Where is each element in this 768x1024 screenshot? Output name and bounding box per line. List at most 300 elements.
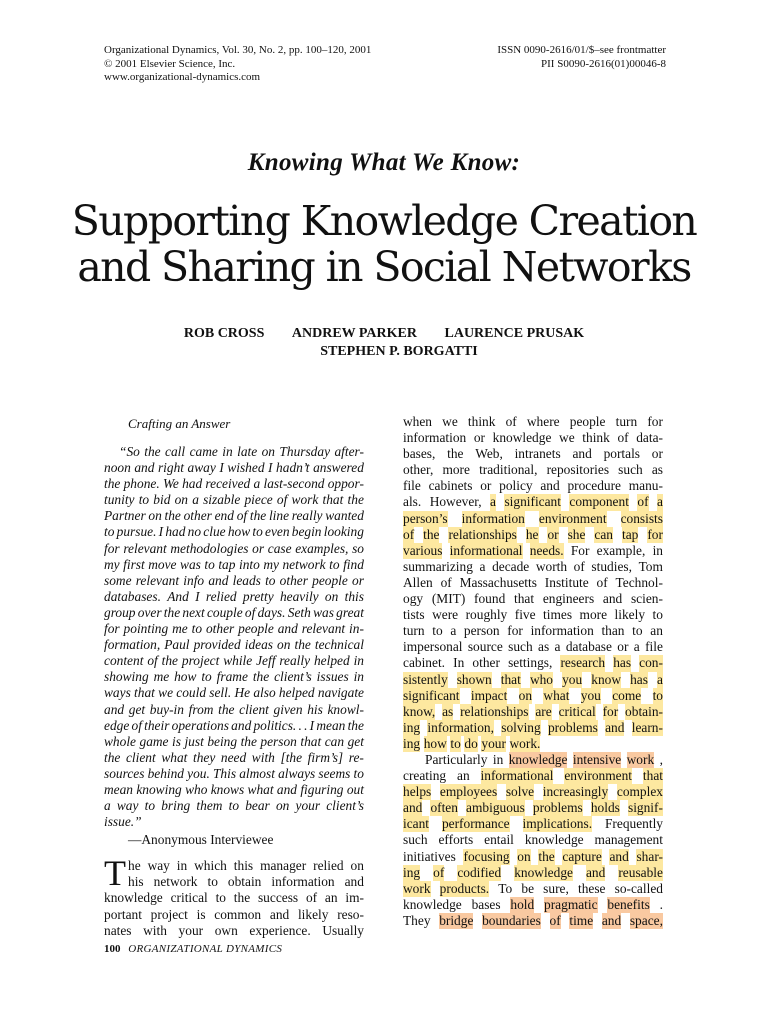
- word: knows: [210, 781, 245, 797]
- word: helped: [278, 685, 315, 701]
- word: information: [530, 623, 594, 639]
- word: boundaries: [482, 912, 541, 928]
- word: given: [273, 701, 303, 717]
- word: obtain-: [625, 703, 663, 719]
- word: roughly: [465, 607, 508, 623]
- word: ideas: [244, 637, 273, 653]
- word: and: [540, 478, 560, 494]
- word: after-: [334, 444, 364, 459]
- word: summarizing: [403, 558, 473, 574]
- word: that: [322, 492, 344, 508]
- word: his: [128, 874, 144, 890]
- word: couple: [206, 604, 243, 620]
- word: people: [238, 621, 274, 637]
- author-list: [0, 325, 768, 361]
- word: had: [182, 476, 203, 492]
- word: know,: [403, 703, 436, 719]
- title-line-2: and Sharing in Social Networks: [77, 243, 691, 291]
- word: work: [403, 880, 431, 896]
- word: had: [165, 524, 186, 540]
- word: think: [467, 414, 496, 429]
- word: turn: [615, 414, 638, 429]
- text-line: [403, 897, 663, 913]
- word: need: [220, 749, 247, 765]
- word: In: [453, 655, 465, 671]
- word: an: [650, 623, 663, 639]
- word: work: [626, 751, 655, 767]
- word: so: [352, 540, 364, 556]
- word: management: [594, 832, 663, 848]
- word: people: [569, 414, 606, 429]
- word: bring: [161, 798, 191, 814]
- word: which: [194, 858, 227, 874]
- word: obtain: [227, 874, 262, 890]
- word: I: [158, 524, 164, 540]
- word: sources: [104, 765, 145, 781]
- word: engineers: [542, 591, 595, 607]
- word: an: [457, 768, 470, 784]
- word: and: [344, 874, 364, 890]
- interview-quote: [104, 444, 364, 830]
- word: where: [526, 414, 560, 429]
- word: a: [253, 476, 261, 492]
- word: examples,: [295, 540, 349, 556]
- text-line: [104, 653, 364, 669]
- word: has: [613, 655, 632, 671]
- word: impact: [470, 687, 508, 703]
- word: for: [104, 540, 120, 556]
- word: [the: [280, 749, 303, 765]
- word: knowledge: [508, 751, 568, 767]
- word: This: [212, 765, 237, 781]
- text-line: [403, 511, 663, 527]
- word: on: [350, 858, 364, 874]
- text-line: [403, 672, 663, 688]
- word: consists: [620, 510, 663, 526]
- word: information: [403, 430, 467, 446]
- text-line: [104, 621, 364, 637]
- word: really: [279, 653, 311, 669]
- word: I: [195, 588, 200, 604]
- word: late: [237, 444, 258, 459]
- quote-attribution: —Anonymous Interviewee: [128, 832, 274, 848]
- word: codified: [457, 864, 502, 880]
- word: bid: [153, 492, 171, 508]
- word: relied: [205, 588, 237, 604]
- word: the: [538, 848, 555, 864]
- word: be: [521, 880, 535, 896]
- word: game: [139, 733, 169, 749]
- word: your: [295, 798, 321, 814]
- word: turn: [403, 623, 425, 639]
- word: pointing: [123, 621, 169, 637]
- text-line: [104, 476, 364, 492]
- word: solve: [505, 784, 535, 800]
- word: behind: [147, 765, 185, 781]
- word: success: [257, 890, 299, 906]
- word: what: [247, 781, 274, 797]
- word: source: [467, 639, 503, 655]
- word: of: [147, 653, 158, 669]
- word: complex: [616, 784, 663, 800]
- word: such: [618, 462, 643, 478]
- word: efforts: [438, 832, 474, 848]
- word: bases: [471, 896, 501, 912]
- word: other,: [403, 462, 434, 478]
- word: learn-: [631, 719, 663, 735]
- word: with: [251, 749, 275, 765]
- word: more: [579, 607, 608, 623]
- word: came: [189, 444, 218, 459]
- article-subtitle: Knowing What We Know:: [247, 149, 521, 176]
- word: find: [343, 556, 364, 572]
- word: on: [174, 492, 188, 508]
- text-line: [104, 557, 364, 573]
- word: move: [148, 556, 177, 572]
- text-line: [403, 607, 663, 623]
- word: manager: [260, 858, 307, 874]
- word: what: [161, 749, 188, 765]
- word: Usually: [322, 922, 364, 938]
- word: even: [265, 524, 290, 540]
- word: relevant: [135, 572, 180, 588]
- word: and: [104, 701, 125, 717]
- text-line: [104, 685, 364, 701]
- word: For: [570, 542, 590, 558]
- word: Particularly: [425, 751, 488, 767]
- word: firm’s]: [307, 749, 344, 765]
- word: Web,: [475, 446, 503, 462]
- word: I: [309, 717, 315, 733]
- word: portals: [603, 446, 641, 462]
- word: Jeff: [256, 653, 276, 669]
- word: and: [605, 719, 625, 735]
- word: these: [577, 880, 606, 896]
- word: other: [205, 621, 235, 637]
- word: problems: [547, 719, 598, 735]
- word: has: [630, 671, 648, 687]
- word: of: [433, 864, 445, 880]
- text-line: [403, 623, 663, 639]
- word: a: [656, 494, 663, 510]
- word: performance: [441, 816, 510, 832]
- word: of: [637, 494, 649, 510]
- word: call: [165, 444, 186, 459]
- text-line: [104, 766, 364, 782]
- word: studies,: [591, 558, 632, 574]
- word: other: [472, 655, 500, 671]
- word: get: [128, 701, 146, 717]
- word: intranets: [514, 446, 561, 462]
- text-line: [403, 688, 663, 704]
- word: case: [267, 540, 292, 556]
- word: the: [104, 749, 121, 765]
- text-line: [104, 814, 364, 830]
- word: the: [447, 446, 464, 462]
- text-line: [104, 750, 364, 766]
- word: can: [324, 733, 345, 749]
- word: significant: [403, 687, 460, 703]
- word: a: [192, 492, 199, 508]
- word: traditional,: [479, 462, 538, 478]
- word: shown: [456, 671, 492, 687]
- word: mean: [316, 717, 346, 733]
- word: on: [517, 848, 531, 864]
- text-line: [403, 655, 663, 671]
- word: tap: [621, 526, 639, 542]
- word: or: [651, 446, 663, 462]
- word: in: [353, 669, 364, 685]
- text-line: [403, 736, 663, 752]
- word: hold: [510, 896, 535, 912]
- word: impersonal: [403, 639, 463, 655]
- word: for: [647, 414, 663, 429]
- word: we: [559, 430, 575, 446]
- word: my: [263, 556, 279, 572]
- word: other: [183, 508, 212, 524]
- word: times: [543, 607, 573, 623]
- word: re-: [348, 749, 364, 765]
- text-line: [403, 816, 663, 832]
- word: five: [514, 607, 536, 623]
- word: sell.: [209, 685, 232, 701]
- word: of: [236, 508, 248, 524]
- word: to: [144, 798, 156, 814]
- word: she: [567, 526, 586, 542]
- text-line: [403, 720, 663, 736]
- word: helps: [403, 784, 432, 800]
- word: on: [275, 798, 290, 814]
- word: noon: [104, 460, 131, 476]
- word: phone.: [123, 476, 160, 492]
- word: really: [291, 508, 323, 524]
- word: cabinet.: [403, 655, 446, 671]
- word: person: [463, 623, 500, 639]
- word: creating: [403, 768, 447, 784]
- word: me: [172, 621, 188, 637]
- word: to: [450, 735, 461, 751]
- word: as: [651, 462, 663, 478]
- text-line: [403, 559, 663, 575]
- word: other: [279, 572, 308, 588]
- word: Allen: [403, 574, 433, 590]
- word: of: [244, 604, 256, 620]
- word: and: [208, 572, 229, 588]
- word: person’s: [403, 510, 448, 526]
- word: your: [481, 735, 506, 751]
- word: solving: [501, 719, 541, 735]
- word: or: [352, 572, 364, 588]
- text-line: [403, 752, 663, 768]
- word: to: [138, 492, 150, 508]
- text-line: [403, 800, 663, 816]
- text-line: [104, 874, 364, 890]
- word: often: [430, 800, 458, 816]
- word: issue.”: [104, 814, 142, 830]
- word: significant: [504, 494, 561, 510]
- word: seems: [318, 765, 351, 781]
- word: in: [492, 751, 504, 767]
- word: to: [228, 798, 240, 814]
- word: implications.: [522, 816, 593, 832]
- word: work.: [509, 735, 541, 751]
- word: space,: [629, 912, 663, 928]
- word: as: [442, 703, 454, 719]
- word: an: [324, 890, 338, 906]
- word: who: [185, 781, 208, 797]
- word: likely: [614, 607, 646, 623]
- word: a: [479, 558, 486, 574]
- word: bear: [245, 798, 270, 814]
- word: this: [344, 588, 364, 604]
- text-line: [403, 865, 663, 881]
- text-line: [403, 575, 663, 591]
- pii-line: PII S0090-2616(01)00046-8: [541, 57, 666, 70]
- word: info: [183, 572, 205, 588]
- word: of: [305, 890, 318, 906]
- issn-block: [497, 44, 666, 71]
- word: decade: [492, 558, 530, 574]
- word: knowl-: [327, 701, 364, 717]
- word: what: [543, 687, 570, 703]
- word: for: [507, 623, 523, 639]
- text-line: [104, 858, 364, 874]
- word: you: [562, 671, 583, 687]
- word: operations: [171, 717, 229, 733]
- word: environment: [564, 768, 633, 784]
- word: right: [157, 460, 184, 476]
- text-line: [403, 543, 663, 559]
- word: as: [538, 639, 550, 655]
- right-column: [403, 414, 663, 929]
- word: oppor-: [327, 476, 364, 492]
- word: can: [594, 526, 614, 542]
- word: problems: [532, 800, 583, 816]
- word: I: [268, 460, 273, 476]
- word: a: [554, 639, 561, 655]
- word: their: [144, 717, 170, 733]
- word: procedure: [567, 478, 621, 494]
- word: buy-in: [149, 701, 184, 717]
- word: that: [134, 685, 155, 701]
- word: ambiguous: [466, 800, 525, 816]
- text-line: [104, 734, 364, 750]
- word: the: [163, 604, 181, 620]
- word: database: [565, 639, 612, 655]
- text-line: [403, 446, 663, 462]
- word: for: [602, 703, 619, 719]
- word: how: [227, 524, 251, 540]
- word: leads: [232, 572, 261, 588]
- word: Institute: [544, 574, 589, 590]
- word: and: [269, 906, 290, 922]
- word: in: [353, 653, 364, 669]
- word: knowledge: [403, 896, 462, 912]
- word: example,: [596, 542, 646, 558]
- word: sistently: [403, 671, 448, 687]
- word: content: [104, 653, 144, 669]
- word: ways: [104, 685, 131, 701]
- word: relevant: [301, 621, 346, 637]
- journal-url[interactable]: www.organizational-dynamics.com: [104, 71, 261, 83]
- word: and: [585, 864, 606, 880]
- word: was: [313, 604, 334, 620]
- word: the: [233, 890, 251, 906]
- text-line: [104, 782, 364, 798]
- word: Massachusetts: [459, 574, 537, 590]
- word: is: [196, 906, 206, 922]
- word: of: [617, 430, 629, 446]
- word: common: [214, 906, 262, 922]
- word: needs.: [529, 542, 564, 558]
- word: way: [116, 798, 139, 814]
- word: group: [104, 604, 136, 620]
- word: data-: [636, 430, 663, 446]
- word: and: [231, 717, 252, 733]
- word: I: [219, 460, 224, 476]
- word: critical: [558, 703, 596, 719]
- word: also: [253, 685, 276, 701]
- text-line: [403, 832, 663, 848]
- word: the: [294, 637, 311, 653]
- word: for: [647, 526, 663, 542]
- word: relationships: [448, 526, 517, 542]
- word: relied: [313, 858, 344, 874]
- word: to: [252, 524, 263, 540]
- word: on: [518, 687, 533, 703]
- word: first: [123, 556, 145, 572]
- word: end: [214, 508, 234, 524]
- word: come: [612, 687, 642, 703]
- text-line: [403, 478, 663, 494]
- word: the: [423, 526, 440, 542]
- word: how: [174, 669, 197, 685]
- author-name: STEPHEN P. BORGATTI: [320, 344, 478, 359]
- word: great: [336, 604, 364, 620]
- word: way: [147, 858, 170, 874]
- word: file: [645, 639, 663, 655]
- word: mean: [104, 781, 134, 797]
- word: into: [238, 556, 260, 572]
- word: in: [222, 444, 233, 459]
- word: do: [464, 735, 478, 751]
- word: or: [547, 526, 559, 542]
- word: im-: [345, 890, 364, 906]
- journal-name: ORGANIZATIONAL DYNAMICS: [128, 943, 283, 955]
- word: frame: [216, 669, 248, 685]
- word: knowledge: [492, 430, 552, 446]
- word: a: [450, 623, 457, 639]
- word: a: [490, 494, 496, 510]
- text-line: [403, 784, 663, 800]
- word: pragmatic: [544, 896, 598, 912]
- word: figuring: [300, 781, 344, 797]
- word: Thursday: [279, 444, 331, 459]
- word: shar-: [636, 848, 663, 864]
- word: provided: [193, 637, 241, 653]
- text-line: [104, 444, 364, 460]
- word: ,: [659, 751, 663, 767]
- word: project: [150, 906, 188, 922]
- word: various: [403, 542, 443, 558]
- word: issues: [316, 669, 349, 685]
- word: get: [347, 733, 364, 749]
- word: or: [480, 478, 492, 494]
- word: or: [252, 540, 265, 556]
- text-line: [104, 541, 364, 557]
- word: to: [201, 669, 212, 685]
- word: are: [535, 703, 552, 719]
